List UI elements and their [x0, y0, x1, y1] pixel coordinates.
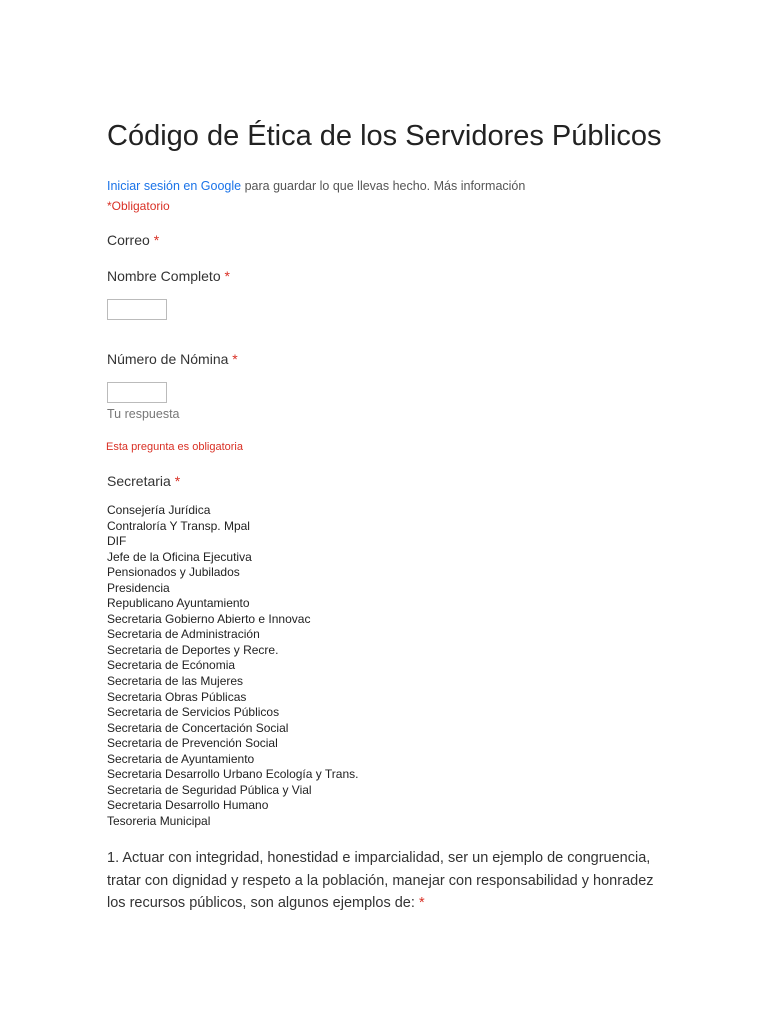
secretaria-option[interactable]: Secretaria de las Mujeres — [107, 674, 244, 689]
required-star: * — [174, 473, 181, 489]
secretaria-option[interactable]: Secretaria Obras Públicas — [107, 689, 247, 704]
secretaria-option[interactable]: Jefe de la Oficina Ejecutiva — [107, 549, 252, 564]
secretaria-label-text: Secretaria — [107, 473, 171, 489]
signin-line — [107, 179, 525, 193]
nomina-input[interactable] — [107, 382, 167, 403]
secretaria-option[interactable]: Secretaria Gobierno Abierto e Innovac — [107, 611, 311, 626]
nomina-error: Esta pregunta es obligatoria — [106, 441, 243, 453]
secretaria-option[interactable]: Secretaria Desarrollo Humano — [107, 798, 269, 813]
secretaria-option[interactable]: Secretaria Desarrollo Urbano Ecología y Trans. — [107, 767, 359, 782]
secretaria-option[interactable]: Contraloría Y Transp. Mpal — [107, 518, 250, 533]
nomina-label — [107, 351, 238, 367]
secretaria-option[interactable]: Secretaria de Administración — [107, 627, 260, 642]
secretaria-label — [107, 473, 180, 489]
secretaria-option[interactable]: Republicano Ayuntamiento — [107, 596, 250, 611]
nombre-input[interactable] — [107, 299, 167, 320]
secretaria-option[interactable]: Secretaria de Ecónomia — [107, 658, 236, 673]
more-info-link[interactable]: Más información — [433, 179, 526, 193]
secretaria-options — [107, 503, 358, 829]
question-1-text: 1. Actuar con integridad, honestidad e imparcialidad, ser un ejemplo de congruencia, tratar con dignidad y respeto a la población, manejar con responsabilidad y honradez los recursos públicos, son algunos ejemplos de: — [107, 850, 654, 911]
nomina-hint: Tu respuesta — [107, 407, 180, 421]
signin-link[interactable]: Iniciar sesión en Google — [107, 179, 242, 193]
secretaria-option[interactable]: Secretaria de Servicios Públicos — [107, 705, 280, 720]
secretaria-option[interactable]: Tesoreria Municipal — [107, 813, 211, 828]
secretaria-option[interactable]: Secretaria de Ayuntamiento — [107, 751, 255, 766]
nombre-label — [107, 268, 230, 284]
correo-label-text: Correo — [107, 232, 150, 248]
secretaria-option[interactable]: Presidencia — [107, 580, 170, 595]
signin-text: para guardar lo que llevas hecho. — [244, 179, 431, 193]
secretaria-option[interactable]: Secretaria de Deportes y Recre. — [107, 642, 279, 657]
question-1 — [107, 847, 667, 915]
nombre-label-text: Nombre Completo — [107, 268, 221, 284]
secretaria-option[interactable]: Secretaria de Prevención Social — [107, 736, 278, 751]
secretaria-option[interactable]: Pensionados y Jubilados — [107, 565, 240, 580]
required-star: * — [418, 895, 425, 911]
required-star: * — [153, 232, 160, 248]
secretaria-option[interactable]: Consejería Jurídica — [107, 503, 211, 517]
correo-label — [107, 232, 159, 248]
required-star: * — [224, 268, 230, 284]
secretaria-option[interactable]: DIF — [107, 534, 127, 549]
secretaria-option[interactable]: Secretaria de Seguridad Pública y Vial — [107, 782, 312, 797]
secretaria-option[interactable]: Secretaria de Concertación Social — [107, 720, 289, 735]
form-title: Código de Ética de los Servidores Públicos — [107, 120, 662, 153]
nomina-label-text: Número de Nómina — [107, 351, 229, 367]
required-note: *Obligatorio — [107, 199, 170, 213]
required-star: * — [232, 351, 238, 367]
